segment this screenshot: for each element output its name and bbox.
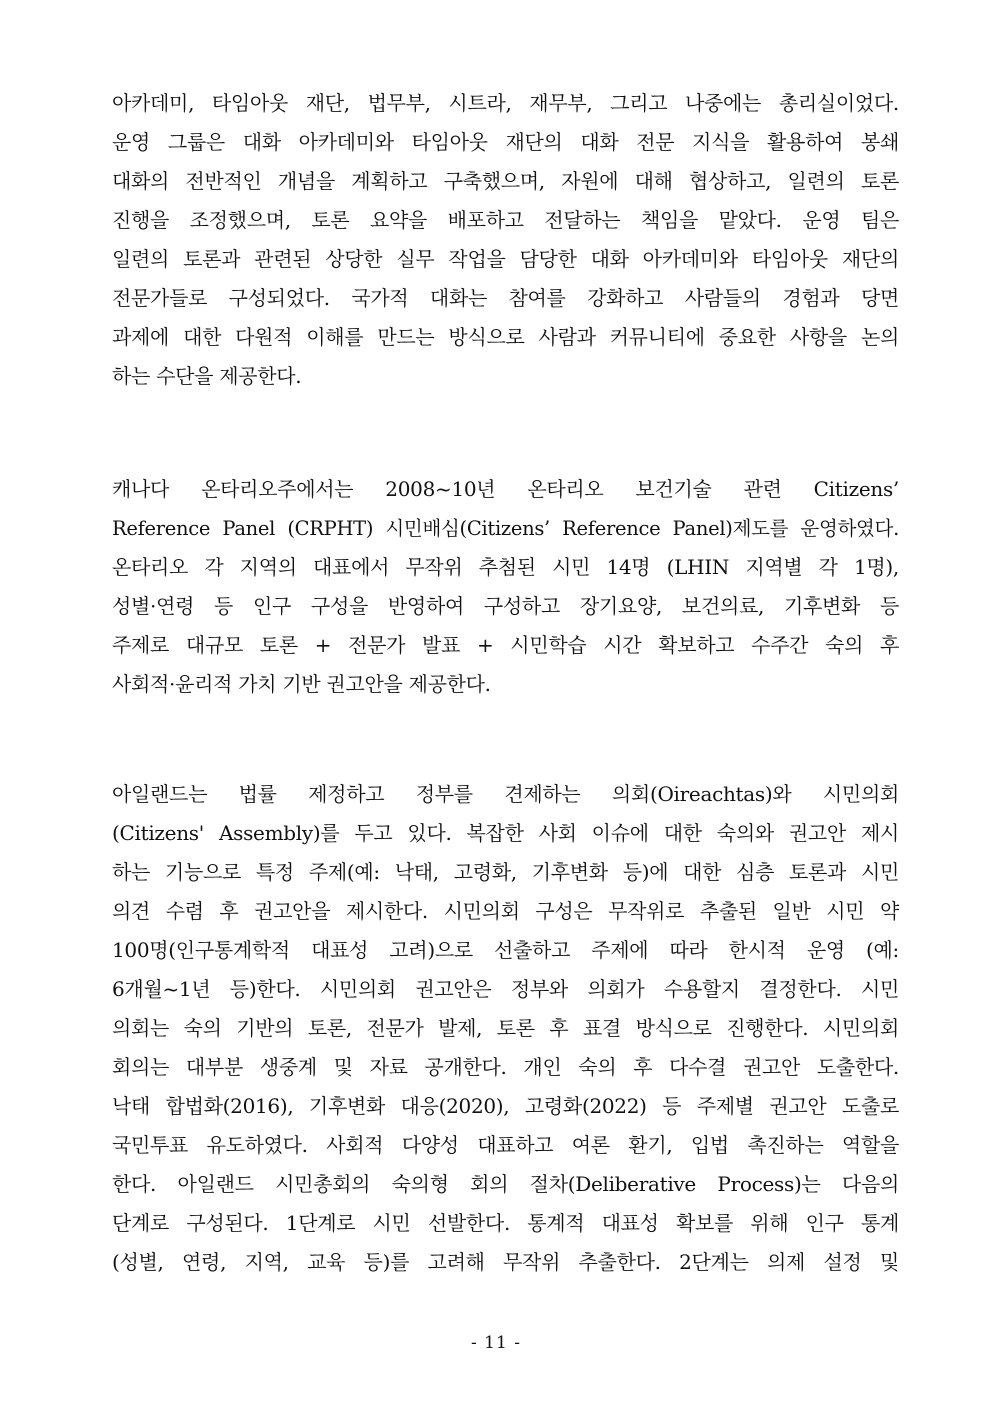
text-line: 회의는 대부분 생중계 및 자료 공개한다. 개인 숙의 후 다수결 권고안 도출한다. — [112, 1055, 899, 1079]
text-line: 주제로 대규모 토론 + 전문가 발표 + 시민학습 시간 확보하고 수주간 숙의 후 — [112, 633, 899, 657]
text-line: 아일랜드는 법률 제정하고 정부를 견제하는 의회(Oireachtas)와 시민의회 — [112, 782, 899, 806]
text-line: 의회는 숙의 기반의 토론, 전문가 발제, 토론 후 표결 방식으로 진행한다. 시민의회 — [112, 1016, 899, 1040]
paragraph-ireland-citizens-assembly — [112, 775, 899, 1282]
text-line: (Citizens' Assembly)를 두고 있다. 복잡한 사회 이슈에 대한 숙의와 권고안 제시 — [112, 821, 899, 845]
text-line: 국민투표 유도하였다. 사회적 다양성 대표하고 여론 환기, 입법 촉진하는 역할을 — [112, 1133, 899, 1157]
text-line: 6개월~1년 등)한다. 시민의회 권고안은 정부와 의회가 수용할지 결정한다. 시민 — [112, 977, 899, 1001]
text-line: 전문가들로 구성되었다. 국가적 대화는 참여를 강화하고 사람들의 경험과 당면 — [112, 286, 899, 310]
text-line: 하는 수단을 제공한다. — [112, 364, 302, 388]
page-number: - 11 - — [471, 1333, 521, 1353]
text-line: 100명(인구통계학적 대표성 고려)으로 선출하고 주제에 따라 한시적 운영 (예: — [112, 938, 899, 962]
paragraph-ontario-citizens-panel — [112, 470, 899, 704]
text-line: 과제에 대한 다원적 이해를 만드는 방식으로 사람과 커뮤니티에 중요한 사항을 논의 — [112, 325, 899, 349]
text-line: 사회적·윤리적 가치 기반 권고안을 제공한다. — [112, 672, 491, 696]
text-line: (성별, 연령, 지역, 교육 등)를 고려해 무작위 추출한다. 2단계는 의제 설정 및 — [112, 1250, 899, 1274]
text-line: 성별·연령 등 인구 구성을 반영하여 구성하고 장기요양, 보건의료, 기후변화 등 — [112, 594, 899, 618]
text-line: 진행을 조정했으며, 토론 요약을 배포하고 전달하는 책임을 맡았다. 운영 팀은 — [112, 208, 899, 232]
text-line: 캐나다 온타리오주에서는 2008~10년 온타리오 보건기술 관련 Citizens’ — [112, 477, 899, 501]
text-line: 한다. 아일랜드 시민총회의 숙의형 회의 절차(Deliberative Process)는 다음의 — [112, 1172, 899, 1196]
text-line: 낙태 합법화(2016), 기후변화 대응(2020), 고령화(2022) 등 주제별 권고안 도출로 — [112, 1094, 899, 1118]
text-line: 아카데미, 타임아웃 재단, 법무부, 시트라, 재무부, 그리고 나중에는 총리실이었다. — [112, 91, 899, 115]
text-line: 의견 수렴 후 권고안을 제시한다. 시민의회 구성은 무작위로 추출된 일반 시민 약 — [112, 899, 899, 923]
text-line: Reference Panel (CRPHT) 시민배심(Citizens’ Reference Panel)제도를 운영하였다. — [112, 517, 899, 540]
text-line: 하는 기능으로 특정 주제(예: 낙태, 고령화, 기후변화 등)에 대한 심층 토론과 시민 — [112, 860, 899, 884]
text-line: 단계로 구성된다. 1단계로 시민 선발한다. 통계적 대표성 확보를 위해 인구 통계 — [112, 1211, 899, 1235]
text-line: 운영 그룹은 대화 아카데미와 타임아웃 재단의 대화 전문 지식을 활용하여 봉쇄 — [112, 130, 899, 154]
text-line: 온타리오 각 지역의 대표에서 무작위 추첨된 시민 14명 (LHIN 지역별 각 1명), — [112, 555, 899, 579]
text-line: 대화의 전반적인 개념을 계획하고 구축했으며, 자원에 대해 협상하고, 일련의 토론 — [112, 169, 899, 193]
paragraph-dialogue-academy — [112, 84, 899, 396]
text-line: 일련의 토론과 관련된 상당한 실무 작업을 담당한 대화 아카데미와 타임아웃 재단의 — [112, 247, 899, 271]
